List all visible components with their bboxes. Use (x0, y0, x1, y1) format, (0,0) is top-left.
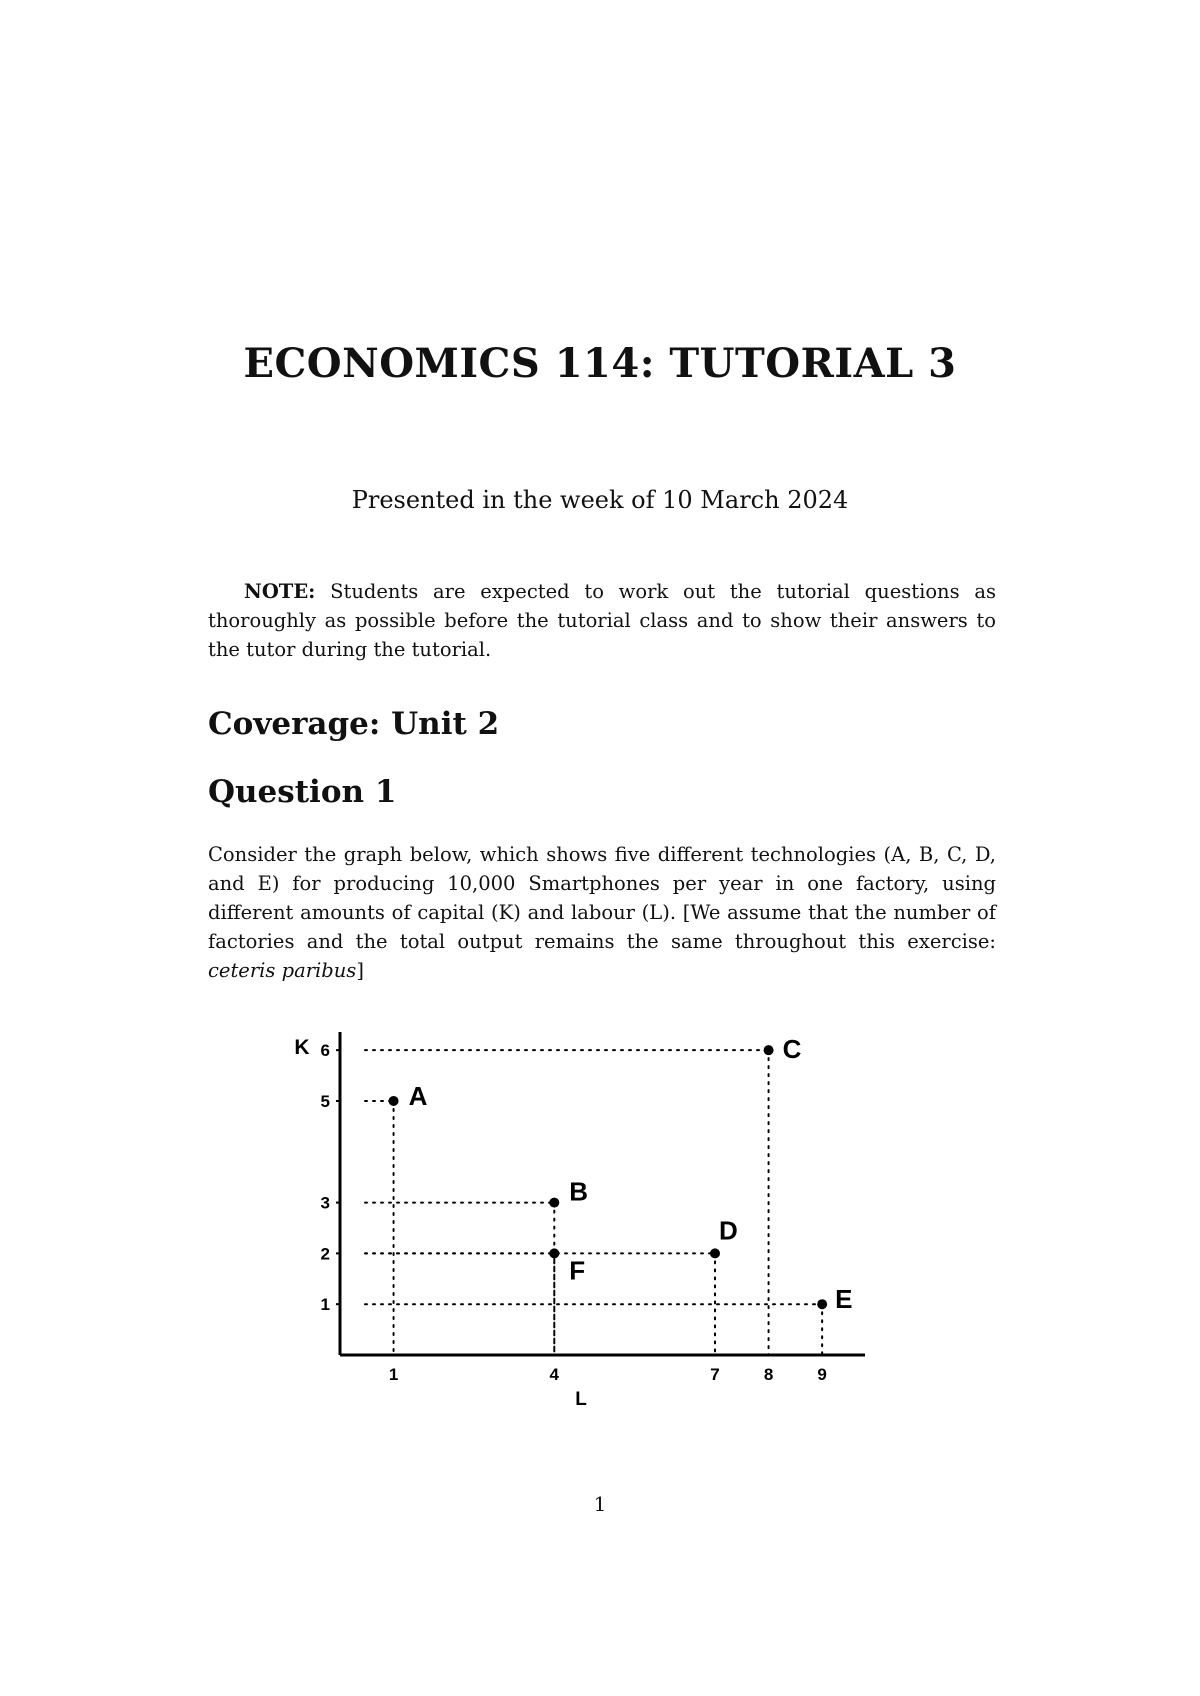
point-label-f: F (569, 1255, 586, 1286)
question-heading: Question 1 (208, 774, 397, 810)
point-c (764, 1045, 774, 1055)
point-label-e: E (835, 1284, 853, 1315)
question-paragraph (208, 840, 996, 985)
question-close: ] (356, 959, 364, 982)
point-label-c: C (782, 1034, 802, 1065)
y-tick-label: 3 (320, 1193, 330, 1213)
note-text: Students are expected to work out the tutorial questions as thoroughly as possible before the tutorial class and to show their answers to the tutor during the tutorial. (208, 580, 996, 661)
x-tick-label: 4 (549, 1365, 560, 1384)
point-label-d: D (719, 1215, 738, 1246)
point-label-a: A (408, 1080, 428, 1111)
point-b (549, 1198, 559, 1208)
x-tick-label: 1 (388, 1365, 399, 1384)
y-tick-label: 6 (320, 1041, 330, 1061)
question-italic: ceteris paribus (208, 959, 357, 982)
y-tick-label: 5 (320, 1091, 330, 1111)
y-axis-label: K (294, 1036, 310, 1060)
note-label: NOTE: (244, 580, 316, 603)
x-tick-label: 7 (710, 1365, 720, 1384)
page-title: ECONOMICS 114: TUTORIAL 3 (243, 340, 957, 387)
point-e (817, 1299, 827, 1309)
coverage-heading: Coverage: Unit 2 (208, 706, 500, 742)
point-label-b: B (569, 1176, 589, 1207)
subtitle: Presented in the week of 10 March 2024 (351, 486, 849, 514)
x-tick-label: 8 (763, 1365, 774, 1384)
x-tick-label: 9 (817, 1365, 827, 1384)
point-d (710, 1248, 720, 1258)
y-tick-label: 2 (320, 1244, 330, 1264)
page-number: 1 (593, 1492, 607, 1516)
point-f (549, 1248, 559, 1258)
x-axis-label: L (575, 1389, 587, 1410)
point-a (389, 1096, 399, 1106)
technology-chart (280, 1020, 900, 1420)
question-text: Consider the graph below, which shows five different technologies (A, B, C, D, and E) for producing 10,000 Smartphones per year in one factory, using different amounts of capital (K) and labour (L). [We assume that the number of factories and the total output remains the same throughout this exercise: (208, 843, 996, 953)
note-paragraph (208, 577, 996, 664)
y-tick-label: 1 (320, 1295, 330, 1315)
